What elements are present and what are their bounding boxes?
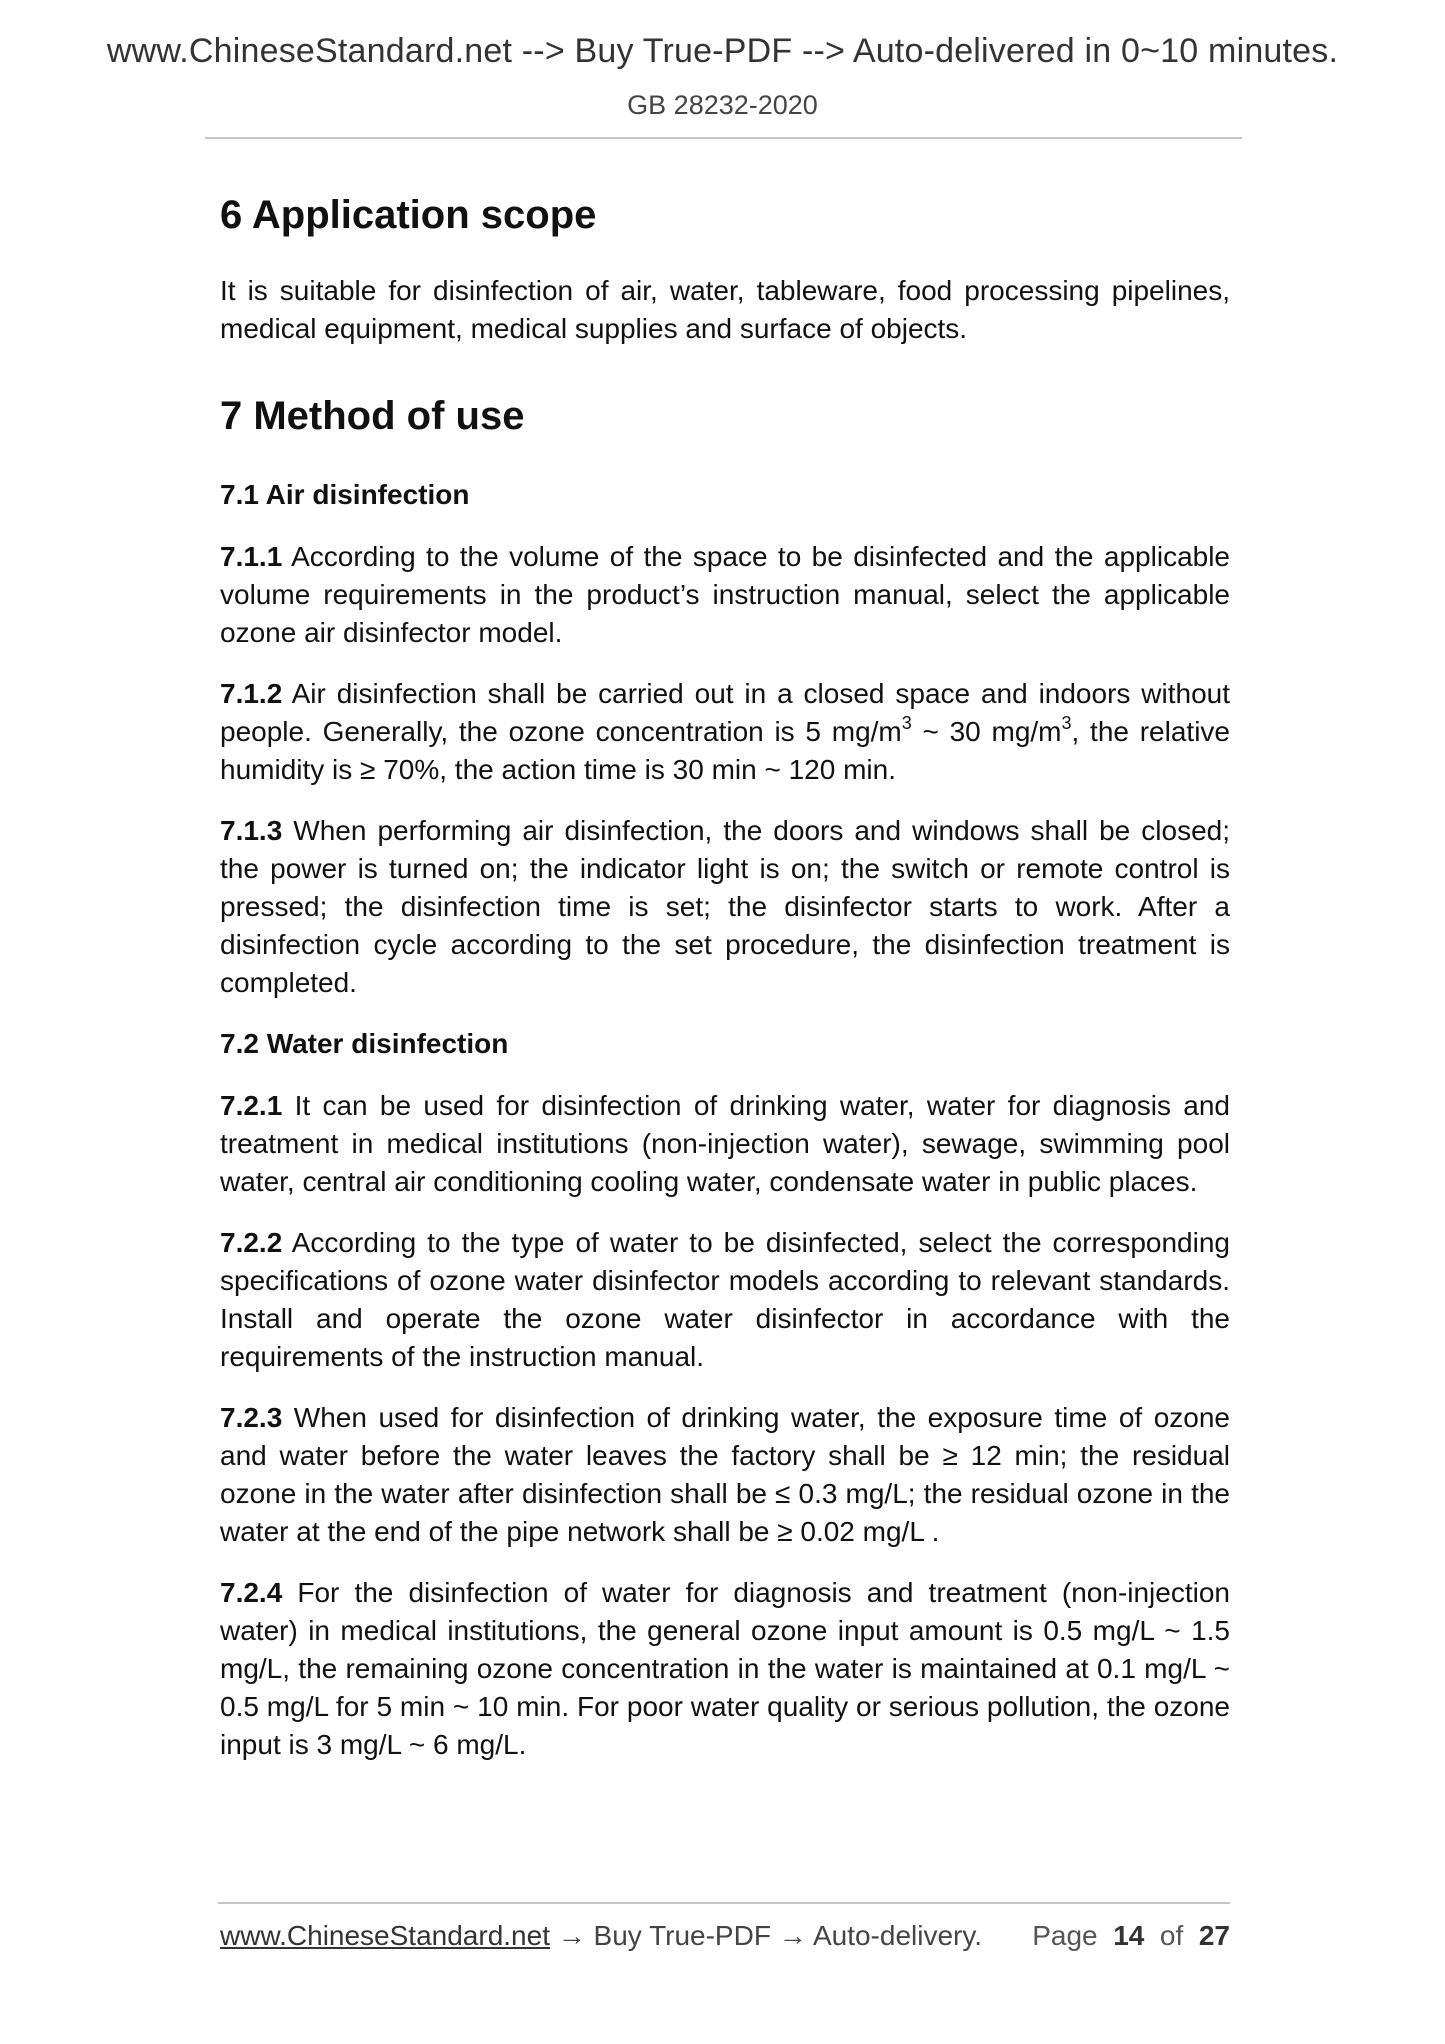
clause-text: Air disinfection shall be carried out in a closed space and indoors without people. Generally, the ozone concentration is 5 mg/m [220, 678, 1230, 747]
page-total: 27 [1198, 1920, 1230, 1951]
of-label: of [1159, 1920, 1184, 1951]
clause-7-2-4 [220, 1574, 1230, 1764]
clause-7-2-3 [220, 1399, 1230, 1551]
clause-7-1-3 [220, 812, 1230, 1002]
clause-7-1-1 [220, 538, 1230, 652]
section-7-2-title: 7.2 Water disinfection [220, 1028, 509, 1059]
clause-number: 7.1.3 [220, 815, 283, 846]
section-7-1-title: 7.1 Air disinfection [220, 479, 470, 510]
site-link[interactable]: www.ChineseStandard.net [220, 1920, 550, 1951]
clause-text: According to the type of water to be disinfected, select the corresponding specifications of ozone water disinfector models according to relevant standards. Install and operate the ozone water disinfector in accordance with the requirements of the instruction manual. [220, 1227, 1230, 1372]
superscript: 3 [901, 712, 912, 733]
header-divider [205, 137, 1242, 139]
clause-number: 7.2.1 [220, 1090, 283, 1121]
page-footer [220, 1920, 1230, 1952]
buy-text: Buy True-PDF [593, 1920, 771, 1951]
clause-7-2-1 [220, 1087, 1230, 1201]
page-label: Page [1032, 1920, 1098, 1951]
clause-7-2-2 [220, 1224, 1230, 1376]
page-current: 14 [1113, 1920, 1145, 1951]
delivery-text: Auto-delivery. [812, 1920, 983, 1951]
clause-text: When performing air disinfection, the doors and windows shall be closed; the power is turned on; the indicator light is on; the switch or remote control is pressed; the disinfection time is set; the disinfector starts to work. After a disinfection cycle according to the set procedure, the disinfection treatment is completed. [220, 815, 1230, 998]
clause-text: For the disinfection of water for diagnosis and treatment (non-injection water) in medical institutions, the general ozone input amount is 0.5 mg/L ~ 1.5 mg/L, the remaining ozone concentration in the water is maintained at 0.1 mg/L ~ 0.5 mg/L for 5 min ~ 10 min. For poor water quality or serious pollution, the ozone input is 3 mg/L ~ 6 mg/L. [220, 1577, 1230, 1760]
clause-text: ~ 30 mg/m [911, 716, 1062, 747]
page-content [220, 180, 1230, 1787]
standard-code: GB 28232-2020 [627, 90, 818, 120]
clause-number: 7.1.2 [220, 678, 283, 709]
clause-number: 7.2.4 [220, 1577, 283, 1608]
clause-text: , the relative humidity is ≥ 70%, the action time is 30 min ~ 120 min. [220, 716, 1230, 785]
superscript: 3 [1061, 712, 1072, 733]
arrow-icon: → [549, 1920, 594, 1951]
arrow-icon: → [770, 1920, 813, 1951]
clause-text: When used for disinfection of drinking water, the exposure time of ozone and water before the water leaves the factory shall be ≥ 12 min; the residual ozone in the water after disinfection shall be ≤ 0.3 mg/L; the residual ozone in the water at the end of the pipe network shall be ≥ 0.02 mg/L . [220, 1402, 1230, 1547]
section-6-title: 6 Application scope [220, 193, 597, 237]
clause-number: 7.2.3 [220, 1402, 283, 1433]
clause-text: It can be used for disinfection of drinking water, water for diagnosis and treatment in medical institutions (non-injection water), sewage, swimming pool water, central air conditioning cooling water, condensate water in public places. [220, 1090, 1230, 1197]
clause-number: 7.2.2 [220, 1227, 283, 1258]
footer-divider [218, 1902, 1230, 1904]
section-6-body: It is suitable for disinfection of air, water, tableware, food processing pipelines, medical equipment, medical supplies and surface of objects. [220, 275, 1230, 344]
clause-7-1-2 [220, 675, 1230, 789]
section-7-title: 7 Method of use [220, 394, 525, 438]
page-indicator [1032, 1920, 1230, 1952]
clause-text: According to the volume of the space to be disinfected and the applicable volume requirements in the product’s instruction manual, select the applicable ozone air disinfector model. [220, 541, 1230, 648]
clause-number: 7.1.1 [220, 541, 283, 572]
top-banner: www.ChineseStandard.net --> Buy True-PDF --> Auto-delivered in 0~10 minutes. [106, 32, 1339, 70]
